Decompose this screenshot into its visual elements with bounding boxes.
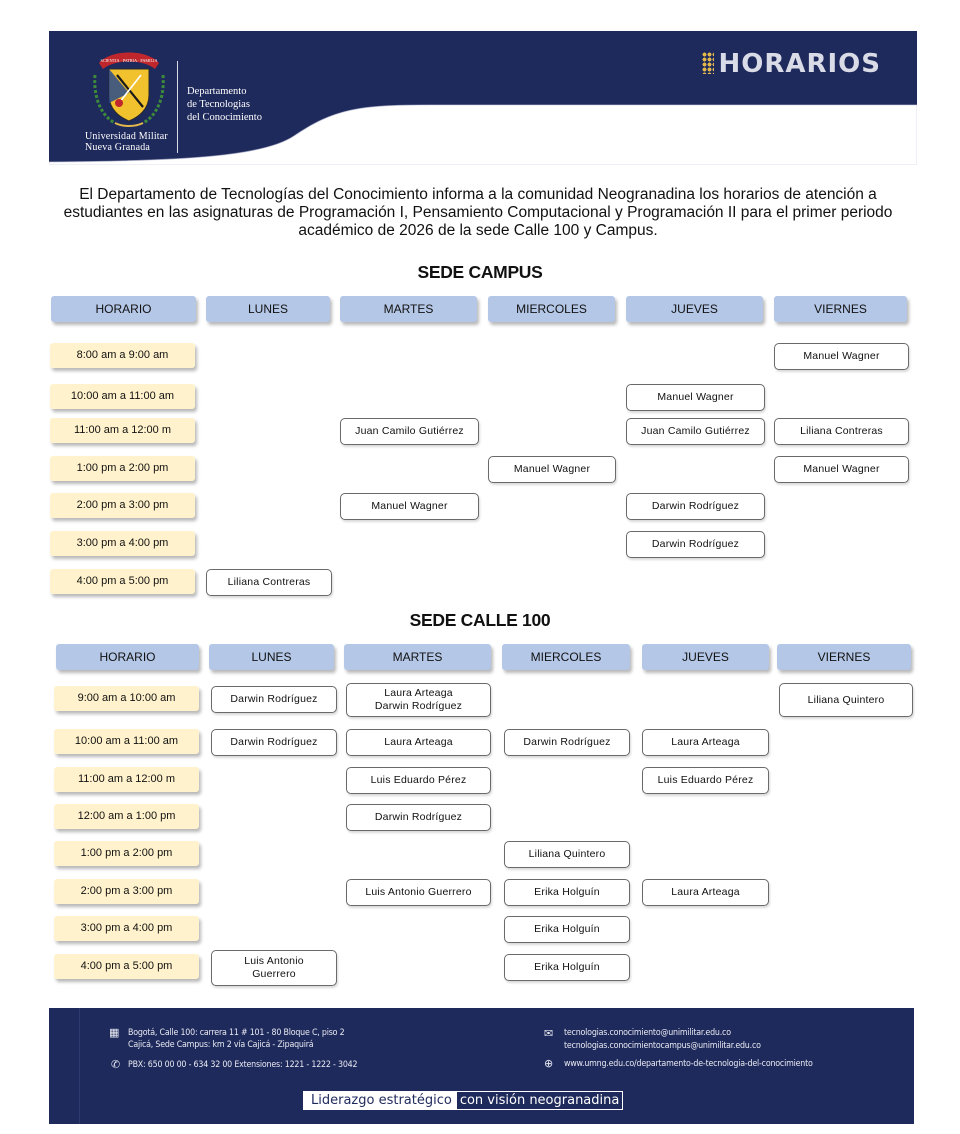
department-line3: del Conocimiento: [187, 112, 262, 123]
column-header-horario: HORARIO: [56, 644, 199, 670]
schedule-slot-martes: Luis Eduardo Pérez: [346, 767, 491, 794]
page-title: [702, 49, 881, 79]
calle100-section-title: SEDE CALLE 100: [409, 610, 551, 630]
time-slot-label: 1:00 pm a 2:00 pm: [50, 456, 195, 481]
schedule-slot-miercoles: Manuel Wagner: [488, 456, 616, 483]
footer-divider: [79, 1008, 80, 1124]
column-header-miercoles: MIERCOLES: [488, 296, 615, 322]
university-logo: [85, 45, 305, 155]
schedule-slot-miercoles: Liliana Quintero: [504, 841, 630, 868]
envelope-icon: ✉: [544, 1027, 554, 1040]
email-link-2[interactable]: tecnologias.conocimientocampus@unimilitar.edu.co: [564, 1041, 761, 1051]
slogan: [303, 1091, 623, 1110]
time-slot-label: 2:00 pm a 3:00 pm: [54, 879, 199, 904]
email-link-1[interactable]: tecnologias.conocimiento@unimilitar.edu.co: [564, 1028, 731, 1038]
column-header-martes: MARTES: [344, 644, 491, 670]
schedule-slot-jueves: Juan Camilo Gutiérrez: [626, 418, 765, 445]
building-icon: ▦: [109, 1026, 120, 1039]
time-slot-label: 10:00 am a 11:00 am: [54, 729, 199, 754]
globe-icon: ⊕: [544, 1057, 554, 1070]
header-banner: [49, 31, 917, 165]
schedule-slot-lunes: Luis Antonio Guerrero: [211, 950, 337, 986]
time-slot-label: 3:00 pm a 4:00 pm: [50, 531, 195, 556]
department-line1: Departamento: [187, 86, 247, 97]
university-name: [85, 131, 168, 153]
column-header-horario: HORARIO: [51, 296, 196, 322]
schedule-slot-miercoles: Darwin Rodríguez: [504, 729, 630, 756]
column-header-jueves: JUEVES: [626, 296, 763, 322]
schedule-slot-viernes: Liliana Contreras: [774, 418, 909, 445]
department-name: [187, 85, 262, 124]
schedule-slot-jueves: Laura Arteaga: [642, 879, 769, 906]
column-header-martes: MARTES: [340, 296, 477, 322]
university-name-line2: Nueva Granada: [85, 142, 151, 153]
campus-section-title: SEDE CAMPUS: [417, 262, 543, 282]
time-slot-label: 2:00 pm a 3:00 pm: [50, 493, 195, 518]
schedule-slot-martes: Darwin Rodríguez: [346, 804, 491, 831]
grid-dots-icon: [702, 52, 714, 74]
time-slot-label: 3:00 pm a 4:00 pm: [54, 916, 199, 941]
schedule-slot-martes: Manuel Wagner: [340, 493, 479, 520]
column-header-miercoles: MIERCOLES: [502, 644, 630, 670]
column-header-viernes: VIERNES: [774, 296, 907, 322]
time-slot-label: 8:00 am a 9:00 am: [50, 343, 195, 368]
schedule-slot-jueves: Darwin Rodríguez: [626, 531, 765, 558]
schedule-slot-jueves: Darwin Rodríguez: [626, 493, 765, 520]
schedule-slot-miercoles: Erika Holguín: [504, 916, 630, 943]
schedule-slot-viernes: Manuel Wagner: [774, 343, 909, 370]
schedule-slot-jueves: Laura Arteaga: [642, 729, 769, 756]
website-link[interactable]: www.umng.edu.co/departamento-de-tecnologia-del-conocimiento: [564, 1059, 813, 1069]
schedule-slot-lunes: Darwin Rodríguez: [211, 686, 337, 713]
schedule-slot-miercoles: Erika Holguín: [504, 879, 630, 906]
slogan-part1: Liderazgo estratégico: [303, 1091, 456, 1110]
crest-icon: [89, 45, 169, 129]
time-slot-label: 9:00 am a 10:00 am: [54, 686, 199, 711]
schedule-slot-martes: Juan Camilo Gutiérrez: [340, 418, 479, 445]
schedule-slot-miercoles: Erika Holguín: [504, 954, 630, 981]
schedule-slot-lunes: Darwin Rodríguez: [211, 729, 337, 756]
schedule-slot-viernes: Manuel Wagner: [774, 456, 909, 483]
schedule-slot-jueves: Luis Eduardo Pérez: [642, 767, 769, 794]
footer: [49, 1008, 914, 1124]
schedule-slot-viernes: Liliana Quintero: [779, 683, 913, 717]
column-header-lunes: LUNES: [206, 296, 330, 322]
time-slot-label: 12:00 am a 1:00 pm: [54, 804, 199, 829]
university-name-line1: Universidad Militar: [85, 131, 168, 142]
time-slot-label: 10:00 am a 11:00 am: [50, 384, 195, 409]
page-title-text: HORARIOS: [718, 49, 881, 79]
time-slot-label: 4:00 pm a 5:00 pm: [54, 954, 199, 979]
logo-divider: [177, 61, 178, 153]
time-slot-label: 11:00 am a 12:00 m: [50, 418, 195, 443]
department-line2: de Tecnologias: [187, 99, 250, 110]
schedule-slot-lunes: Liliana Contreras: [206, 569, 332, 596]
time-slot-label: 4:00 pm a 5:00 pm: [50, 569, 195, 594]
intro-paragraph: El Departamento de Tecnologías del Conocimiento informa a la comunidad Neogranadina los horarios de atención a estudiantes en las asignaturas de Programación I, Pensamiento Computacional y Programación II para el primer periodo académico de 2026 de la sede Calle 100 y Campus.: [63, 186, 893, 239]
slogan-part2: con visión neogranadina: [456, 1091, 624, 1110]
column-header-viernes: VIERNES: [777, 644, 911, 670]
svg-text:SCIENTIA · PATRIA · FAMILIA: SCIENTIA · PATRIA · FAMILIA: [100, 58, 158, 63]
address-bogota: Bogotá, Calle 100: carrera 11 # 101 - 80 Bloque C, piso 2: [128, 1028, 345, 1038]
schedule-slot-martes: Luis Antonio Guerrero: [346, 879, 491, 906]
column-header-lunes: LUNES: [209, 644, 334, 670]
schedule-slot-jueves: Manuel Wagner: [626, 384, 765, 411]
column-header-jueves: JUEVES: [642, 644, 769, 670]
schedule-slot-martes: Laura Arteaga Darwin Rodríguez: [346, 683, 491, 717]
address-campus: Cajicá, Sede Campus: km 2 vía Cajicá - Zipaquirá: [128, 1040, 314, 1050]
time-slot-label: 1:00 pm a 2:00 pm: [54, 841, 199, 866]
time-slot-label: 11:00 am a 12:00 m: [54, 767, 199, 792]
phone-numbers: PBX: 650 00 00 - 634 32 00 Extensiones: 1221 - 1222 - 3042: [128, 1060, 358, 1070]
phone-icon: ✆: [111, 1058, 121, 1071]
schedule-slot-martes: Laura Arteaga: [346, 729, 491, 756]
